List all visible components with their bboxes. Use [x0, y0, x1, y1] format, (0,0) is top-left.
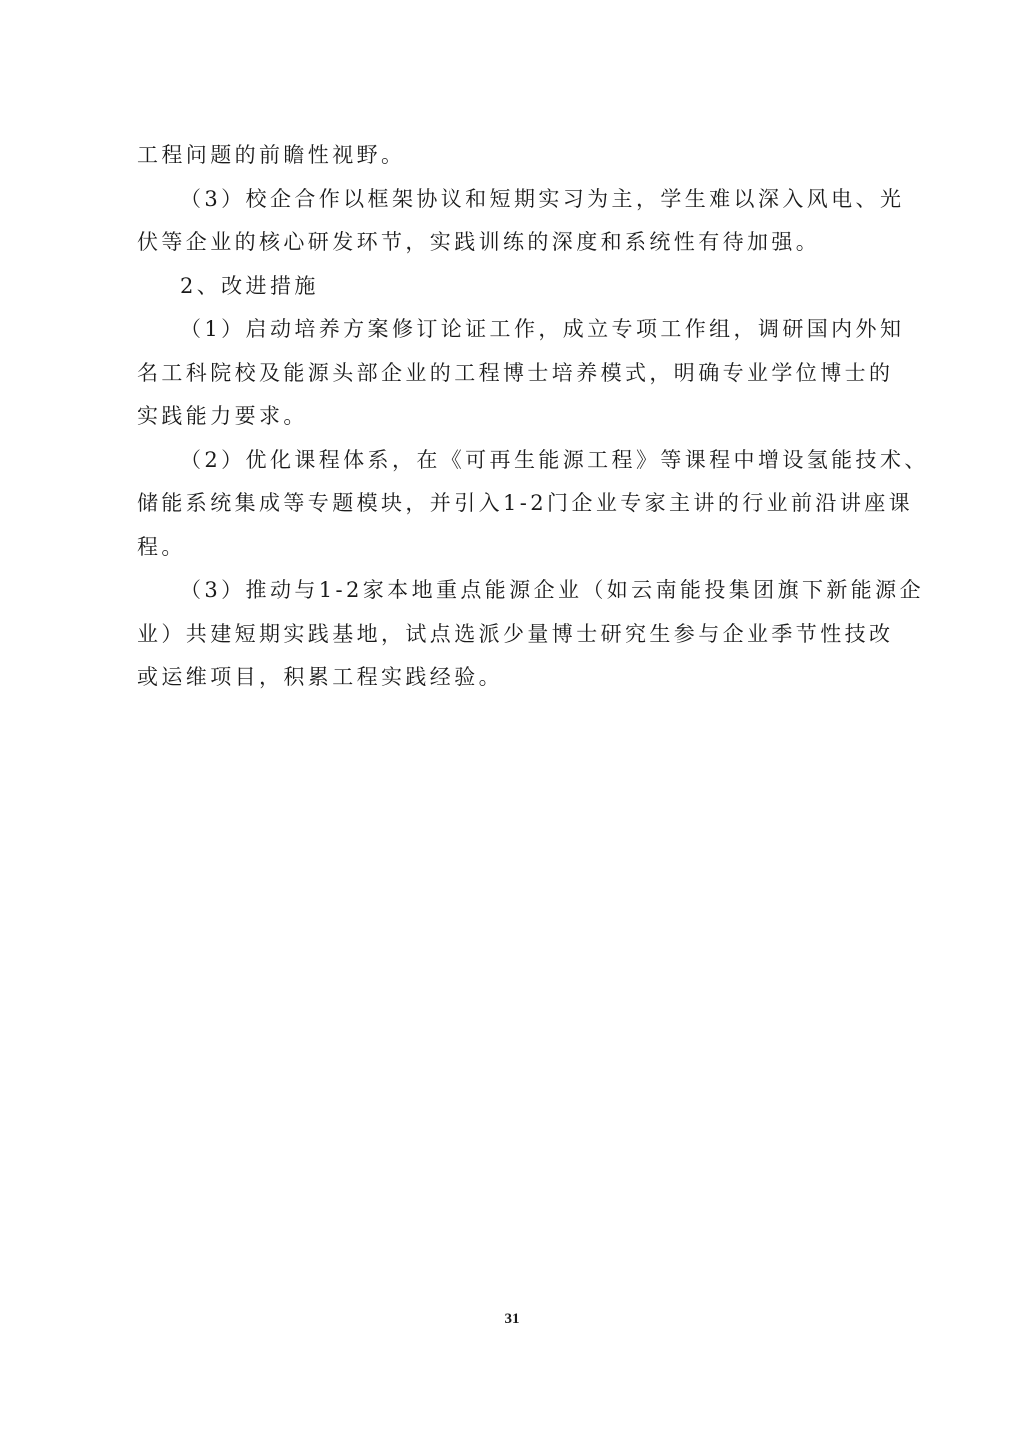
text-line: （3）推动与1-2家本地重点能源企业（如云南能投集团旗下新能源企: [180, 578, 924, 602]
page-number: 31: [504, 1311, 520, 1327]
text-line: 名工科院校及能源头部企业的工程博士培养模式，明确专业学位博士的: [137, 360, 894, 385]
text-line: 储能系统集成等专题模块，并引入1-2门企业专家主讲的行业前沿讲座课: [137, 491, 914, 515]
text-line: （1）启动培养方案修订论证工作，成立专项工作组，调研国内外知: [180, 317, 905, 341]
text-line: 实践能力要求。: [137, 404, 308, 428]
text-line: 伏等企业的核心研发环节，实践训练的深度和系统性有待加强。: [137, 230, 821, 254]
text-line: 业）共建短期实践基地，试点选派少量博士研究生参与企业季节性技改: [137, 621, 894, 646]
text-line: 或运维项目，积累工程实践经验。: [137, 665, 503, 689]
body-text: [137, 134, 929, 700]
text-line: 程。: [137, 534, 186, 559]
section-heading: 2、改进措施: [180, 273, 319, 298]
text-line: 工程问题的前瞻性视野。: [137, 143, 406, 167]
text-line: （2）优化课程体系，在《可再生能源工程》等课程中增设氢能技术、: [180, 447, 929, 472]
text-line: （3）校企合作以框架协议和短期实习为主，学生难以深入风电、光: [180, 186, 905, 211]
